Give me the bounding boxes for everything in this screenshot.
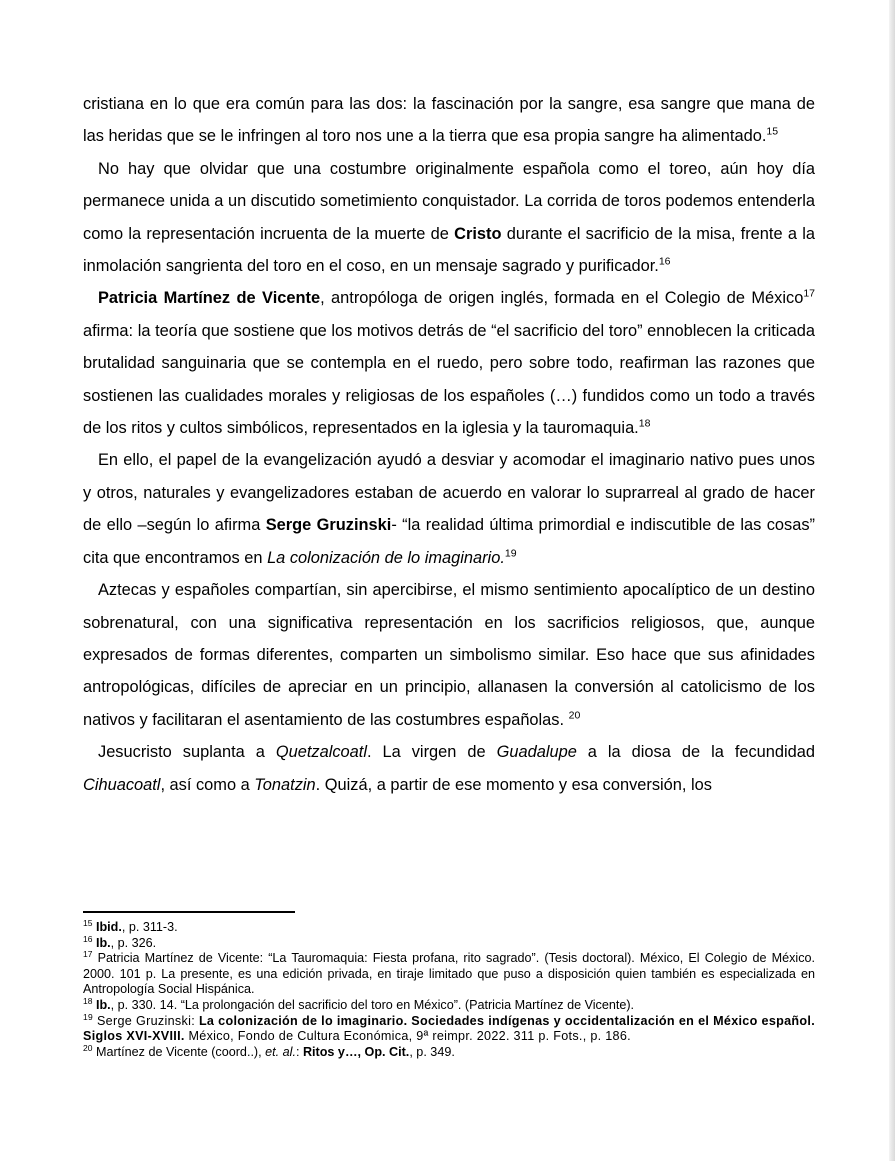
footnote: [83, 951, 815, 998]
footnote-ref: 18: [638, 417, 651, 430]
text-run: afirma: la teoría que sostiene que los motivos detrás de “el sacrificio del toro” ennoblecen la criticada brutalidad sanguinaria que se contempla en el ruedo, pero sobre todo, reafirman las razones que sostienen las cualidades morales y religiosas de los españoles (…) fundidos como un todo a través de los ritos y cultos simbólicos, representados en la iglesia y la tauromaquia.: [83, 321, 815, 438]
bold-text: Serge Gruzinski: [265, 516, 392, 535]
italic-text: Quetzalcoatl: [275, 743, 367, 762]
text-run: México, Fondo de Cultura Económica, 9ª reimpr. 2022. 311 p. Fots., p. 186.: [184, 1029, 631, 1044]
footnote-ref: 16: [658, 255, 671, 268]
bold-text: Ibid.: [95, 920, 122, 934]
text-run: Patricia Martínez de Vicente: “La Tauromaquia: Fiesta profana, rito sagrado”. (Tesis doctoral). México, El Colegio de México. 2000. 101 p. La presente, es una edición privada, en tiraje limitado que puso a disposición quien también es especializada en Antropología Social Hispánica.: [83, 951, 815, 997]
paragraph: [83, 574, 815, 736]
footnote: [83, 995, 815, 1014]
italic-text: et. al.: [265, 1044, 296, 1059]
text-run: :: [295, 1044, 303, 1059]
paragraph: [83, 153, 815, 283]
text-run: Martínez de Vicente (coord..),: [92, 1044, 266, 1059]
bold-text: La colonización de lo imaginario. Sociedades indígenas y occidentalización en el México español. Siglos XVI-XVIII.: [83, 1013, 815, 1044]
footnote-ref: 20: [568, 709, 581, 722]
footnote-separator: [83, 911, 295, 913]
text-run: durante el sacrificio de la misa, frente a la inmolación sangrienta del toro en el coso, en un mensaje sagrado y purificador.: [83, 224, 815, 276]
footnote-ref: 19: [504, 547, 517, 560]
text-run: . La virgen de: [366, 743, 497, 762]
text-run: , p. 311-3.: [121, 920, 178, 934]
paragraph: [83, 88, 815, 153]
text-run: No hay que olvidar que una costumbre originalmente española como el toreo, aún hoy día permanece unida a un discutido sometimiento conquistador. La corrida de toros podemos entenderla como la representación incruenta de la muerte de: [83, 159, 815, 243]
paragraph: [83, 444, 815, 574]
bold-text: Ib.: [95, 935, 111, 950]
page-edge-shadow: [889, 0, 895, 1161]
bold-text: Ib.: [95, 997, 111, 1012]
text-run: Jesucristo suplanta a: [98, 743, 276, 762]
footnote-ref: 20: [83, 1042, 93, 1053]
footnote-ref: 17: [83, 949, 93, 959]
italic-text: Cihuacoatl: [83, 775, 161, 794]
text-run: a la diosa de la fecundidad: [576, 743, 816, 762]
footnote-ref: 16: [83, 933, 93, 944]
footnote: [83, 917, 815, 936]
footnote-ref: 15: [83, 917, 93, 928]
footnote: [83, 933, 815, 952]
text-run: - “la realidad última primordial e indiscutible de las cosas” cita que encontramos en: [83, 516, 816, 567]
text-run: , antropóloga de origen inglés, formada en el Colegio de México: [320, 289, 804, 308]
footnote: [83, 1042, 815, 1061]
bold-text: Cristo: [454, 224, 502, 243]
bold-text: Patricia Martínez de Vicente: [98, 289, 321, 308]
text-run: cristiana en lo que era común para las dos: la fascinación por la sangre, esa sangre que mana de las heridas que se le infringen al toro nos une a la tierra que esa propia sangre ha alimentado.: [83, 95, 815, 146]
text-run: Serge Gruzinski:: [93, 1013, 199, 1028]
text-run: , así como a: [160, 775, 255, 794]
body-text: [83, 88, 815, 801]
footnotes: [83, 917, 815, 1060]
paragraph: [83, 736, 815, 801]
text-run: , p. 349.: [409, 1044, 455, 1059]
footnote: [83, 1011, 815, 1045]
italic-text: Tonatzin: [254, 775, 316, 794]
text-run: Aztecas y españoles compartían, sin apercibirse, el mismo sentimiento apocalíptico de un destino sobrenatural, con una significativa representación en los sacrificios religiosos, que, aunque expresados de formas diferentes, comparten un simbolismo similar. Eso hace que sus afinidades antropológicas, difíciles de apreciar en un principio, allanasen la conversión al catolicismo de los nativos y facilitaran el asentamiento de las costumbres españolas.: [83, 581, 815, 729]
text-run: , p. 326.: [110, 935, 157, 950]
footnote-ref: 19: [83, 1011, 94, 1022]
footnote-ref: 15: [766, 125, 779, 138]
text-run: En ello, el papel de la evangelización ayudó a desviar y acomodar el imaginario nativo pues unos y otros, naturales y evangelizadores estaban de acuerdo en valorar lo suprarreal al grado de hacer de ello –según lo afirma: [83, 451, 815, 535]
italic-text: Guadalupe: [496, 743, 577, 762]
bold-text: Ritos y…, Op. Cit.: [302, 1044, 410, 1059]
text-run: , p. 330. 14. “La prolongación del sacrificio del toro en México”. (Patricia Martínez de Vicente).: [110, 997, 635, 1012]
footnote-ref: 18: [83, 995, 93, 1006]
paragraph: [83, 282, 815, 444]
italic-text: La colonización de lo imaginario.: [267, 548, 505, 567]
text-run: . Quizá, a partir de ese momento y esa conversión, los: [315, 775, 712, 794]
footnote-ref: 17: [803, 287, 815, 300]
